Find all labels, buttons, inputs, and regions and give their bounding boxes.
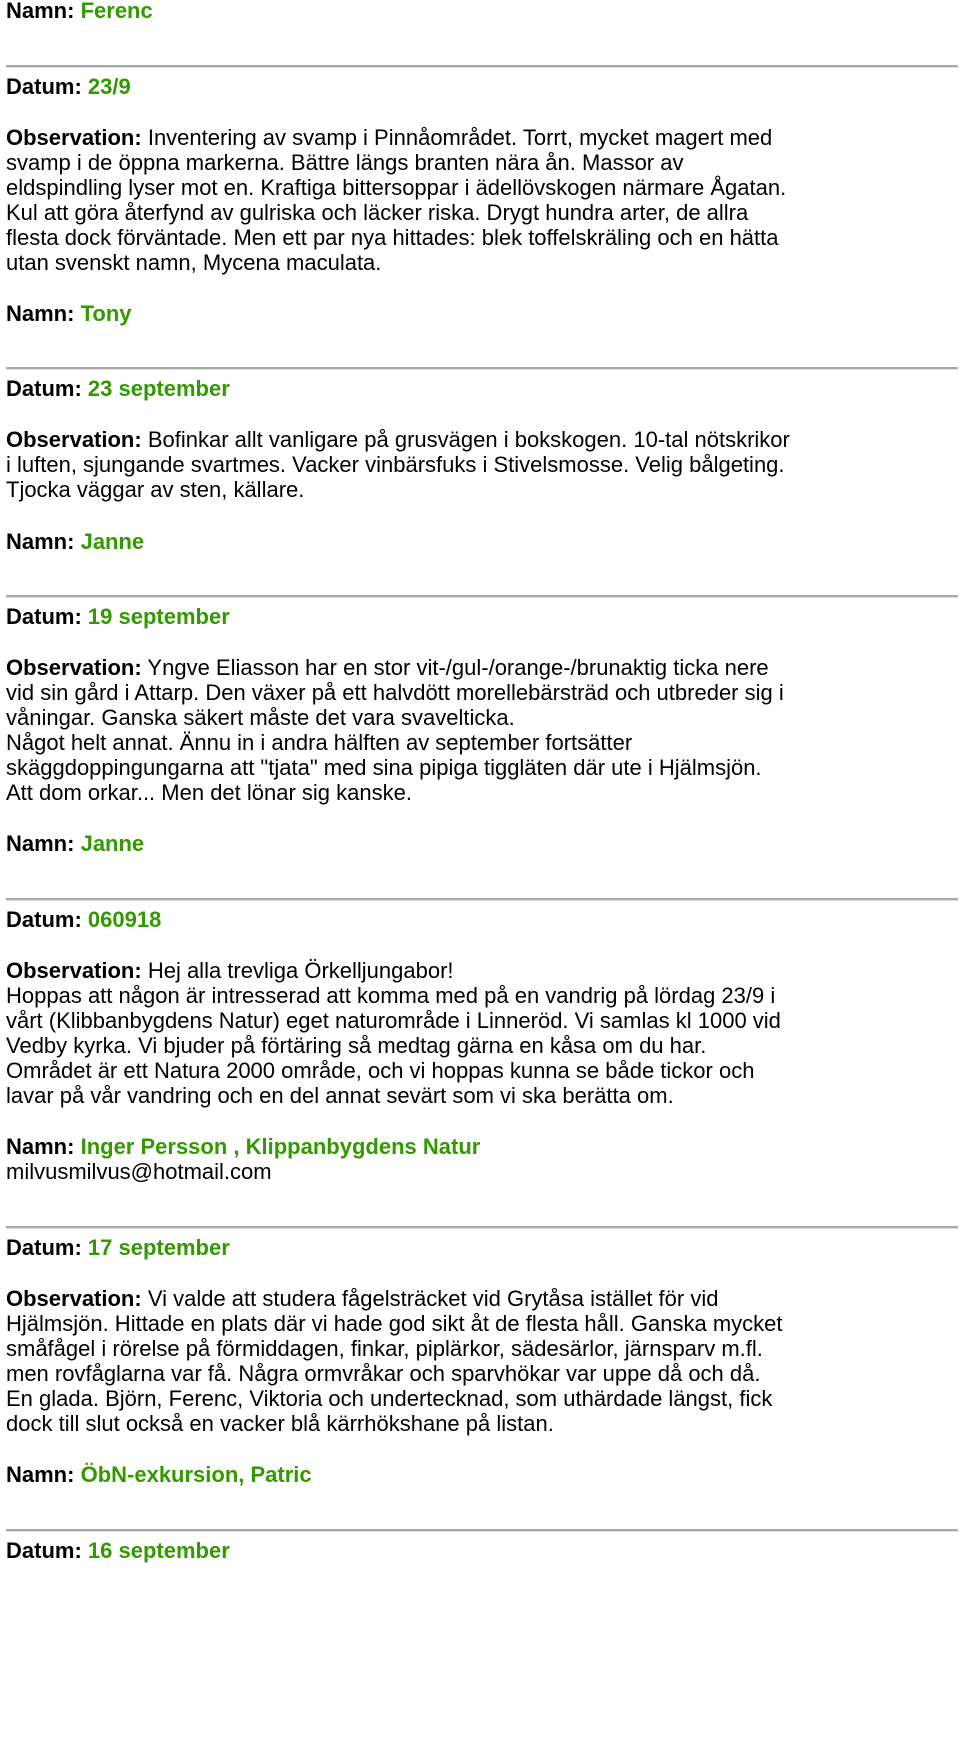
namn-value: Ferenc <box>80 0 153 23</box>
datum-value: 23/9 <box>87 74 131 99</box>
observation-text: Vedby kyrka. Vi bjuder på förtäring så medtag gärna en kåsa om du har. <box>6 1033 707 1058</box>
namn-value: ÖbN-exkursion, Patric <box>80 1462 312 1487</box>
observation-label: Observation: <box>6 1286 142 1311</box>
observation-text: Kul att göra återfynd av gulriska och läcker riska. Drygt hundra arter, de allra <box>6 200 749 225</box>
namn-label: Namn: <box>6 1462 75 1487</box>
observation-text: våningar. Ganska säkert måste det vara svavelticka. <box>6 705 515 730</box>
namn-line <box>6 830 144 858</box>
separator-rule <box>6 65 958 68</box>
observation-text: vid sin gård i Attarp. Den växer på ett halvdött morellebärsträd och utbreder sig i <box>6 680 784 705</box>
datum-line <box>6 73 131 101</box>
observation-text: Bofinkar allt vanligare på grusvägen i bokskogen. 10-tal nötskrikor <box>147 427 790 452</box>
observation-label: Observation: <box>6 655 142 680</box>
namn-line <box>6 1133 480 1161</box>
datum-label: Datum: <box>6 907 82 932</box>
observation-text: lavar på vår vandring och en del annat sevärt som vi ska berätta om. <box>6 1083 674 1108</box>
namn-value: Janne <box>80 831 145 856</box>
observation-line <box>6 124 772 152</box>
observation-text: dock till slut också en vacker blå kärrhökshane på listan. <box>6 1411 554 1436</box>
observation-text: Något helt annat. Ännu in i andra hälften av september fortsätter <box>6 730 633 755</box>
observation-text: småfågel i rörelse på förmiddagen, finkar, piplärkor, sädesärlor, järnsparv m.fl. <box>6 1336 763 1361</box>
namn-label: Namn: <box>6 831 75 856</box>
observation-text: vårt (Klibbanbygdens Natur) eget naturområde i Linneröd. Vi samlas kl 1000 vid <box>6 1008 781 1033</box>
namn-label: Namn: <box>6 529 75 554</box>
datum-line <box>6 1537 230 1565</box>
observation-text: utan svenskt namn, Mycena maculata. <box>6 250 382 275</box>
datum-label: Datum: <box>6 1538 82 1563</box>
observation-text: svamp i de öppna markerna. Bättre längs branten nära ån. Massor av <box>6 150 684 175</box>
observation-text: men rovfåglarna var få. Några ormvråkar och sparvhökar var uppe då och då. <box>6 1361 761 1386</box>
namn-value: Janne <box>80 529 145 554</box>
datum-value: 23 september <box>87 376 230 401</box>
namn-label: Namn: <box>6 1134 75 1159</box>
observation-label: Observation: <box>6 427 142 452</box>
observation-text: Att dom orkar... Men det lönar sig kanske. <box>6 780 412 805</box>
observation-text: Hjälmsjön. Hittade en plats där vi hade god sikt åt de flesta håll. Ganska mycket <box>6 1311 783 1336</box>
observation-text: i luften, sjungande svartmes. Vacker vinbärsfuks i Stivelsmosse. Velig bålgeting. <box>6 452 785 477</box>
separator-rule <box>6 367 958 370</box>
observation-text: skäggdoppingungarna att "tjata" med sina pipiga tiggläten där ute i Hjälmsjön. <box>6 755 762 780</box>
observation-text: Vi valde att studera fågelsträcket vid Grytåsa istället för vid <box>147 1286 719 1311</box>
datum-line <box>6 906 161 934</box>
observation-text: flesta dock förväntade. Men ett par nya hittades: blek toffelskräling och en hätta <box>6 225 779 250</box>
datum-line <box>6 1234 230 1262</box>
observation-text: eldspindling lyser mot en. Kraftiga bittersoppar i ädellövskogen närmare Ågatan. <box>6 175 787 200</box>
separator-rule <box>6 898 958 901</box>
namn-value: Tony <box>80 301 132 326</box>
namn-line <box>6 0 153 25</box>
datum-value: 060918 <box>87 907 162 932</box>
datum-value: 19 september <box>87 604 230 629</box>
observation-text: Inventering av svamp i Pinnåområdet. Torrt, mycket magert med <box>147 125 773 150</box>
datum-label: Datum: <box>6 1235 82 1260</box>
datum-value: 17 september <box>87 1235 230 1260</box>
separator-rule <box>6 1226 958 1229</box>
observation-label: Observation: <box>6 125 142 150</box>
observation-text: Yngve Eliasson har en stor vit-/gul-/orange-/brunaktig ticka nere <box>147 655 769 680</box>
observation-text: Hoppas att någon är intresserad att komma med på en vandrig på lördag 23/9 i <box>6 983 776 1008</box>
observation-text: En glada. Björn, Ferenc, Viktoria och undertecknad, som uthärdade längst, fick <box>6 1386 773 1411</box>
namn-line <box>6 300 132 328</box>
namn-line <box>6 1461 312 1489</box>
datum-label: Datum: <box>6 376 82 401</box>
datum-value: 16 september <box>87 1538 230 1563</box>
observation-line <box>6 1285 718 1313</box>
datum-label: Datum: <box>6 604 82 629</box>
datum-line <box>6 375 230 403</box>
observation-label: Observation: <box>6 958 142 983</box>
observation-text: Hej alla trevliga Örkelljungabor! <box>147 958 454 983</box>
namn-value: Inger Persson , Klippanbygdens Natur <box>80 1134 481 1159</box>
email-text: milvusmilvus@hotmail.com <box>6 1159 272 1184</box>
observation-line <box>6 957 454 985</box>
separator-rule <box>6 595 958 598</box>
separator-rule <box>6 1529 958 1532</box>
namn-line <box>6 528 144 556</box>
observation-line <box>6 426 790 454</box>
observation-line <box>6 654 769 682</box>
observation-text: Området är ett Natura 2000 område, och vi hoppas kunna se både tickor och <box>6 1058 755 1083</box>
datum-label: Datum: <box>6 74 82 99</box>
datum-line <box>6 603 230 631</box>
namn-label: Namn: <box>6 0 75 23</box>
namn-label: Namn: <box>6 301 75 326</box>
observation-text: Tjocka väggar av sten, källare. <box>6 477 305 502</box>
